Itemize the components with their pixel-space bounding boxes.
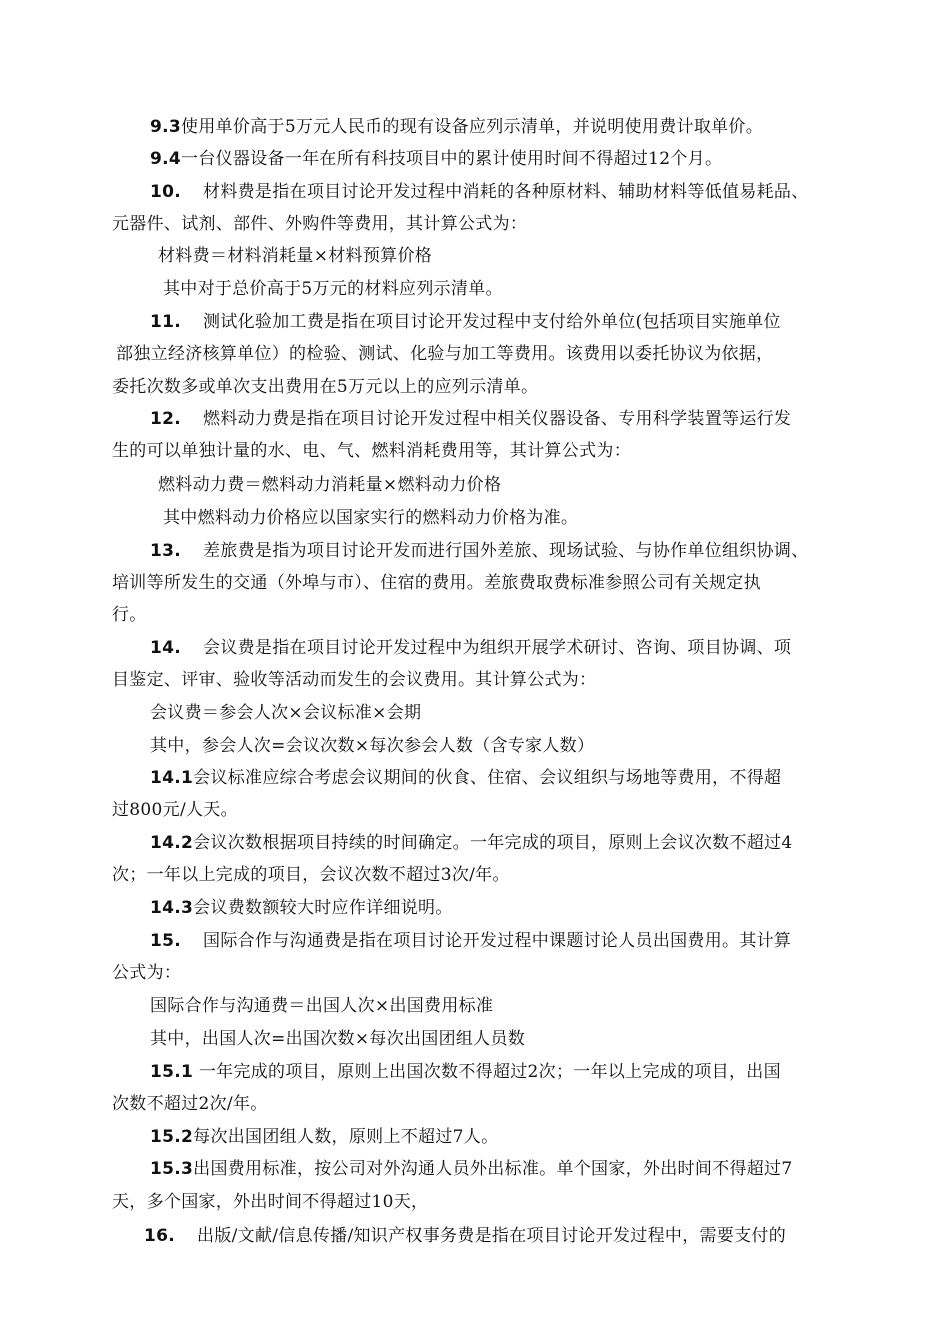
text-line [116, 343, 773, 365]
text-line [150, 995, 493, 1017]
clause-number: 14. [150, 638, 182, 658]
text-line [150, 148, 722, 170]
text-line [150, 1126, 498, 1148]
line-text: 培训等所发生的交通（外埠与市）、住宿的费用。差旅费取费标准参照公司有关规定执 [112, 573, 761, 593]
text-line [112, 1191, 428, 1213]
line-text: 测试化验加工费是指在项目讨论开发过程中支付给外单位(包括项目实施单位 [203, 312, 781, 332]
line-text: 国际合作与沟通费是指在项目讨论开发过程中课题讨论人员出国费用。其计算 [203, 931, 792, 951]
line-text: 出国费用标准，按公司对外沟通人员外出标准。单个国家，外出时间不得超过7 [193, 1159, 793, 1179]
text-line [150, 832, 792, 854]
clause-number: 10. [150, 182, 182, 202]
clause-number: 12. [150, 409, 182, 429]
text-line [150, 897, 453, 919]
text-line [112, 604, 147, 626]
text-line [112, 440, 631, 462]
line-text: 其中对于总价高于5万元的材料应列示清单。 [163, 279, 503, 299]
text-line [158, 474, 501, 496]
line-text: 其中，参会人次=会议次数×每次参会人数（含专家人数） [150, 736, 595, 756]
clause-number: 15.2 [150, 1127, 194, 1147]
line-text: 过800元/人天。 [112, 800, 238, 820]
line-text: 会议次数根据项目持续的时间确定。一年完成的项目，原则上会议次数不超过4 [193, 833, 793, 853]
line-text: 差旅费是指为项目讨论开发而进行国外差旅、现场试验、与协作单位组织协调、 [203, 541, 809, 561]
clause-number: 9.3 [150, 117, 182, 137]
line-text: 次；一年以上完成的项目，会议次数不超过3次/年。 [112, 865, 510, 885]
line-text: 出版/文献/信息传播/知识产权事务费是指在项目讨论开发过程中，需要支付的 [197, 1226, 786, 1246]
line-text: 行。 [112, 605, 147, 625]
line-text: 其中燃料动力价格应以国家实行的燃料动力价格为准。 [163, 508, 579, 528]
text-line [150, 930, 791, 952]
text-line [163, 278, 503, 300]
line-text: 目鉴定、评审、验收等活动而发生的会议费用。其计算公式为： [112, 670, 597, 690]
text-line [112, 864, 510, 886]
line-text: 材料费是指在项目讨论开发过程中消耗的各种原材料、辅助材料等低值易耗品、 [203, 182, 809, 202]
line-text: 材料费＝材料消耗量×材料预算价格 [158, 246, 433, 266]
clause-number: 9.4 [150, 149, 182, 169]
line-text: 元器件、试剂、部件、外购件等费用，其计算公式为： [112, 214, 528, 234]
line-text: 燃料动力费是指在项目讨论开发过程中相关仪器设备、专用科学装置等运行发 [203, 409, 792, 429]
text-line [150, 116, 763, 138]
text-line [163, 507, 578, 529]
text-line [112, 962, 181, 984]
clause-number: 14.1 [150, 768, 194, 788]
line-text: 公式为： [112, 963, 182, 983]
clause-number: 15.1 [150, 1062, 194, 1082]
clause-number: 16. [144, 1226, 176, 1246]
text-line [112, 799, 238, 821]
text-line [150, 1158, 792, 1180]
clause-number: 15. [150, 931, 182, 951]
text-line [150, 767, 781, 789]
line-text: 生的可以单独计量的水、电、气、燃料消耗费用等，其计算公式为： [112, 441, 631, 461]
text-line [150, 1028, 525, 1050]
text-line [150, 181, 809, 203]
line-text: 天，多个国家，外出时间不得超过10天， [112, 1192, 429, 1212]
line-text: 会议费是指在项目讨论开发过程中为组织开展学术研讨、咨询、项目协调、项 [203, 638, 792, 658]
line-text: 委托次数多或单次支出费用在5万元以上的应列示清单。 [112, 377, 539, 397]
text-line [150, 702, 421, 724]
text-line [112, 572, 761, 594]
text-line [150, 1061, 781, 1083]
text-line [112, 1093, 268, 1115]
clause-number: 14.2 [150, 833, 194, 853]
text-line [150, 311, 781, 333]
text-line [150, 540, 809, 562]
text-line [150, 408, 791, 430]
clause-number: 15.3 [150, 1159, 194, 1179]
line-text: 会议费＝参会人次×会议标准×会期 [150, 703, 422, 723]
clause-number: 14.3 [150, 898, 194, 918]
line-text: 燃料动力费＝燃料动力消耗量×燃料动力价格 [158, 475, 502, 495]
text-line [112, 376, 538, 398]
line-text: 部独立经济核算单位）的检验、测试、化验与加工等费用。该费用以委托协议为依据， [116, 344, 774, 364]
line-text: 一年完成的项目，原则上出国次数不得超过2次；一年以上完成的项目，出国 [193, 1062, 781, 1082]
text-line [150, 735, 594, 757]
line-text: 次数不超过2次/年。 [112, 1094, 268, 1114]
line-text: 会议费数额较大时应作详细说明。 [193, 898, 453, 918]
text-line [112, 669, 596, 691]
text-line [158, 245, 432, 267]
line-text: 国际合作与沟通费＝出国人次×出国费用标准 [150, 996, 494, 1016]
line-text: 使用单价高于5万元人民币的现有设备应列示清单，并说明使用费计取单价。 [181, 117, 764, 137]
line-text: 其中，出国人次=出国次数×每次出国团组人员数 [150, 1029, 526, 1049]
text-line [112, 213, 527, 235]
text-line [144, 1225, 786, 1247]
line-text: 会议标准应综合考虑会议期间的伙食、住宿、会议组织与场地等费用，不得超 [193, 768, 782, 788]
text-line [150, 637, 791, 659]
clause-number: 13. [150, 541, 182, 561]
line-text: 一台仪器设备一年在所有科技项目中的累计使用时间不得超过12个月。 [181, 149, 723, 169]
line-text: 每次出国团组人数，原则上不超过7人。 [193, 1127, 499, 1147]
clause-number: 11. [150, 312, 182, 332]
